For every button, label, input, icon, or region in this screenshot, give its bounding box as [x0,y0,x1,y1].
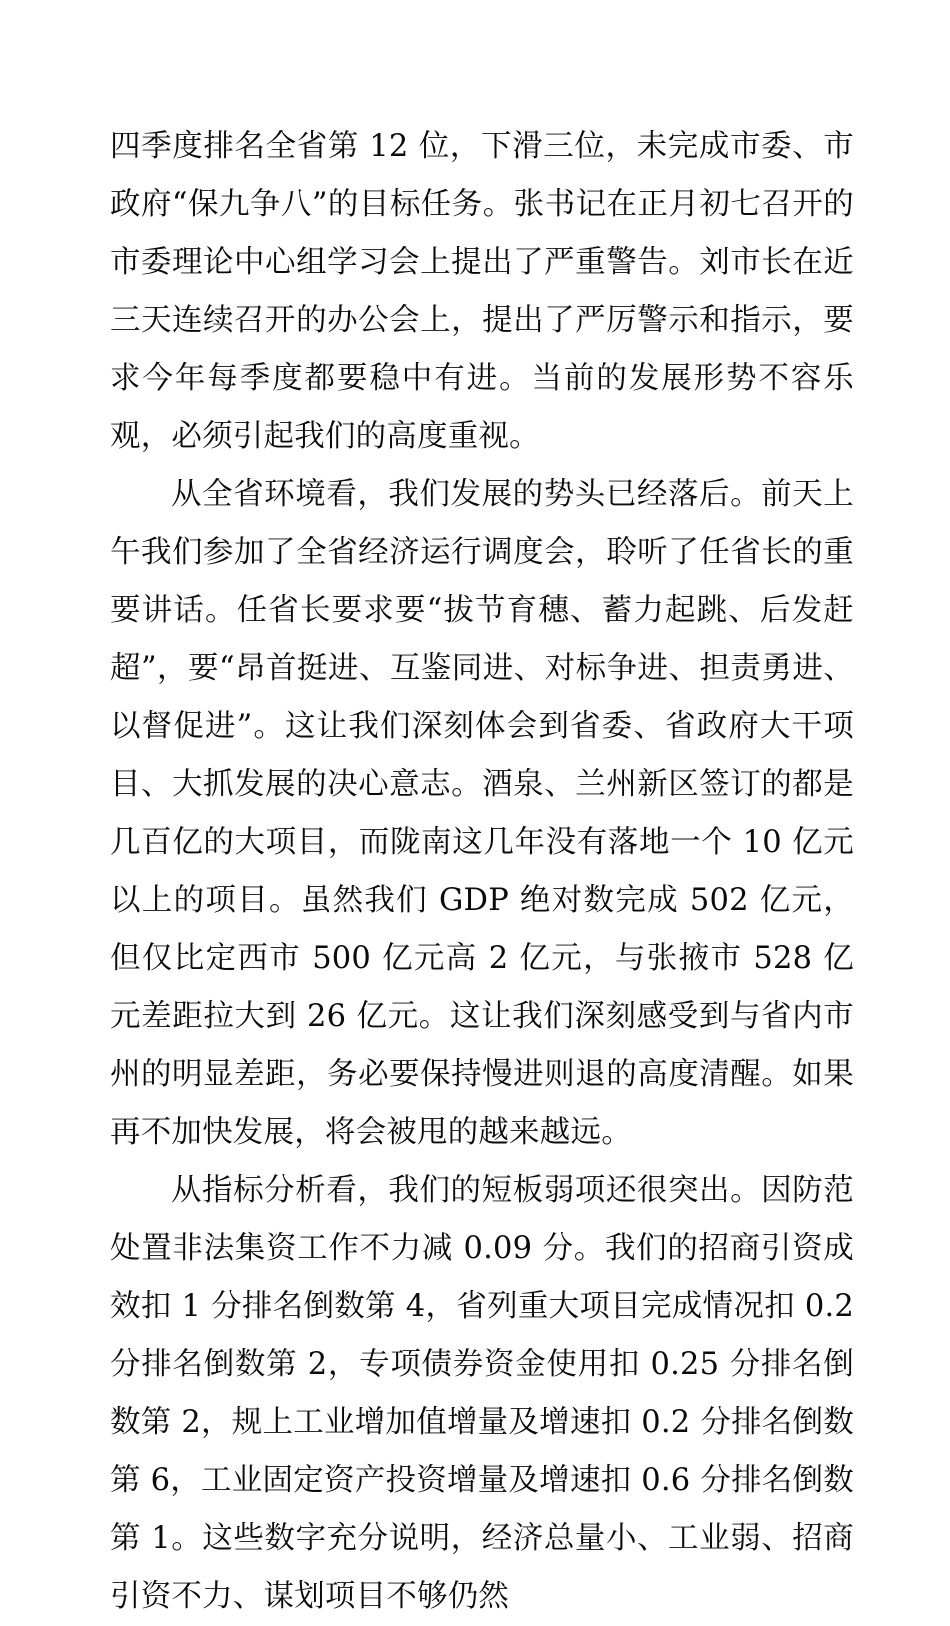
paragraph-2: 从全省环境看，我们发展的势头已经落后。前天上午我们参加了全省经济运行调度会，聆听了任省长的重要讲话。任省长要求要“拔节育穗、蓄力起跳、后发赶超”，要“昂首挺进、互鉴同进、对标争进、担责勇进、以督促进”。这让我们深刻体会到省委、省政府大干项目、大抓发展的决心意志。酒泉、兰州新区签订的都是几百亿的大项目，而陇南这几年没有落地一个 10 亿元以上的项目。虽然我们 GDP 绝对数完成 502 亿元，但仅比定西市 500 亿元高 2 亿元，与张掖市 528 亿元差距拉大到 26 亿元。这让我们深刻感受到与省内市州的明显差距，务必要保持慢进则退的高度清醒。如果再不加快发展，将会被甩的越来越远。 [110,477,854,1150]
paragraph-3: 从指标分析看，我们的短板弱项还很突出。因防范处置非法集资工作不力减 0.09 分。我们的招商引资成效扣 1 分排名倒数第 4，省列重大项目完成情况扣 0.2 分排名倒数第 2，专项债券资金使用扣 0.25 分排名倒数第 2，规上工业增加值增量及增速扣 0.2 分排名倒数第 6，工业固定资产投资增量及增速扣 0.6 分排名倒数第 1。这些数字充分说明，经济总量小、工业弱、招商引资不力、谋划项目不够仍然 [110,1173,854,1614]
paragraph-1: 四季度排名全省第 12 位，下滑三位，未完成市委、市政府“保九争八”的目标任务。张书记在正月初七召开的市委理论中心组学习会上提出了严重警告。刘市长在近三天连续召开的办公会上，提出了严厉警示和指示，要求今年每季度都要稳中有进。当前的发展形势不容乐观，必须引起我们的高度重视。 [110,129,854,454]
document-body [110,118,854,1626]
